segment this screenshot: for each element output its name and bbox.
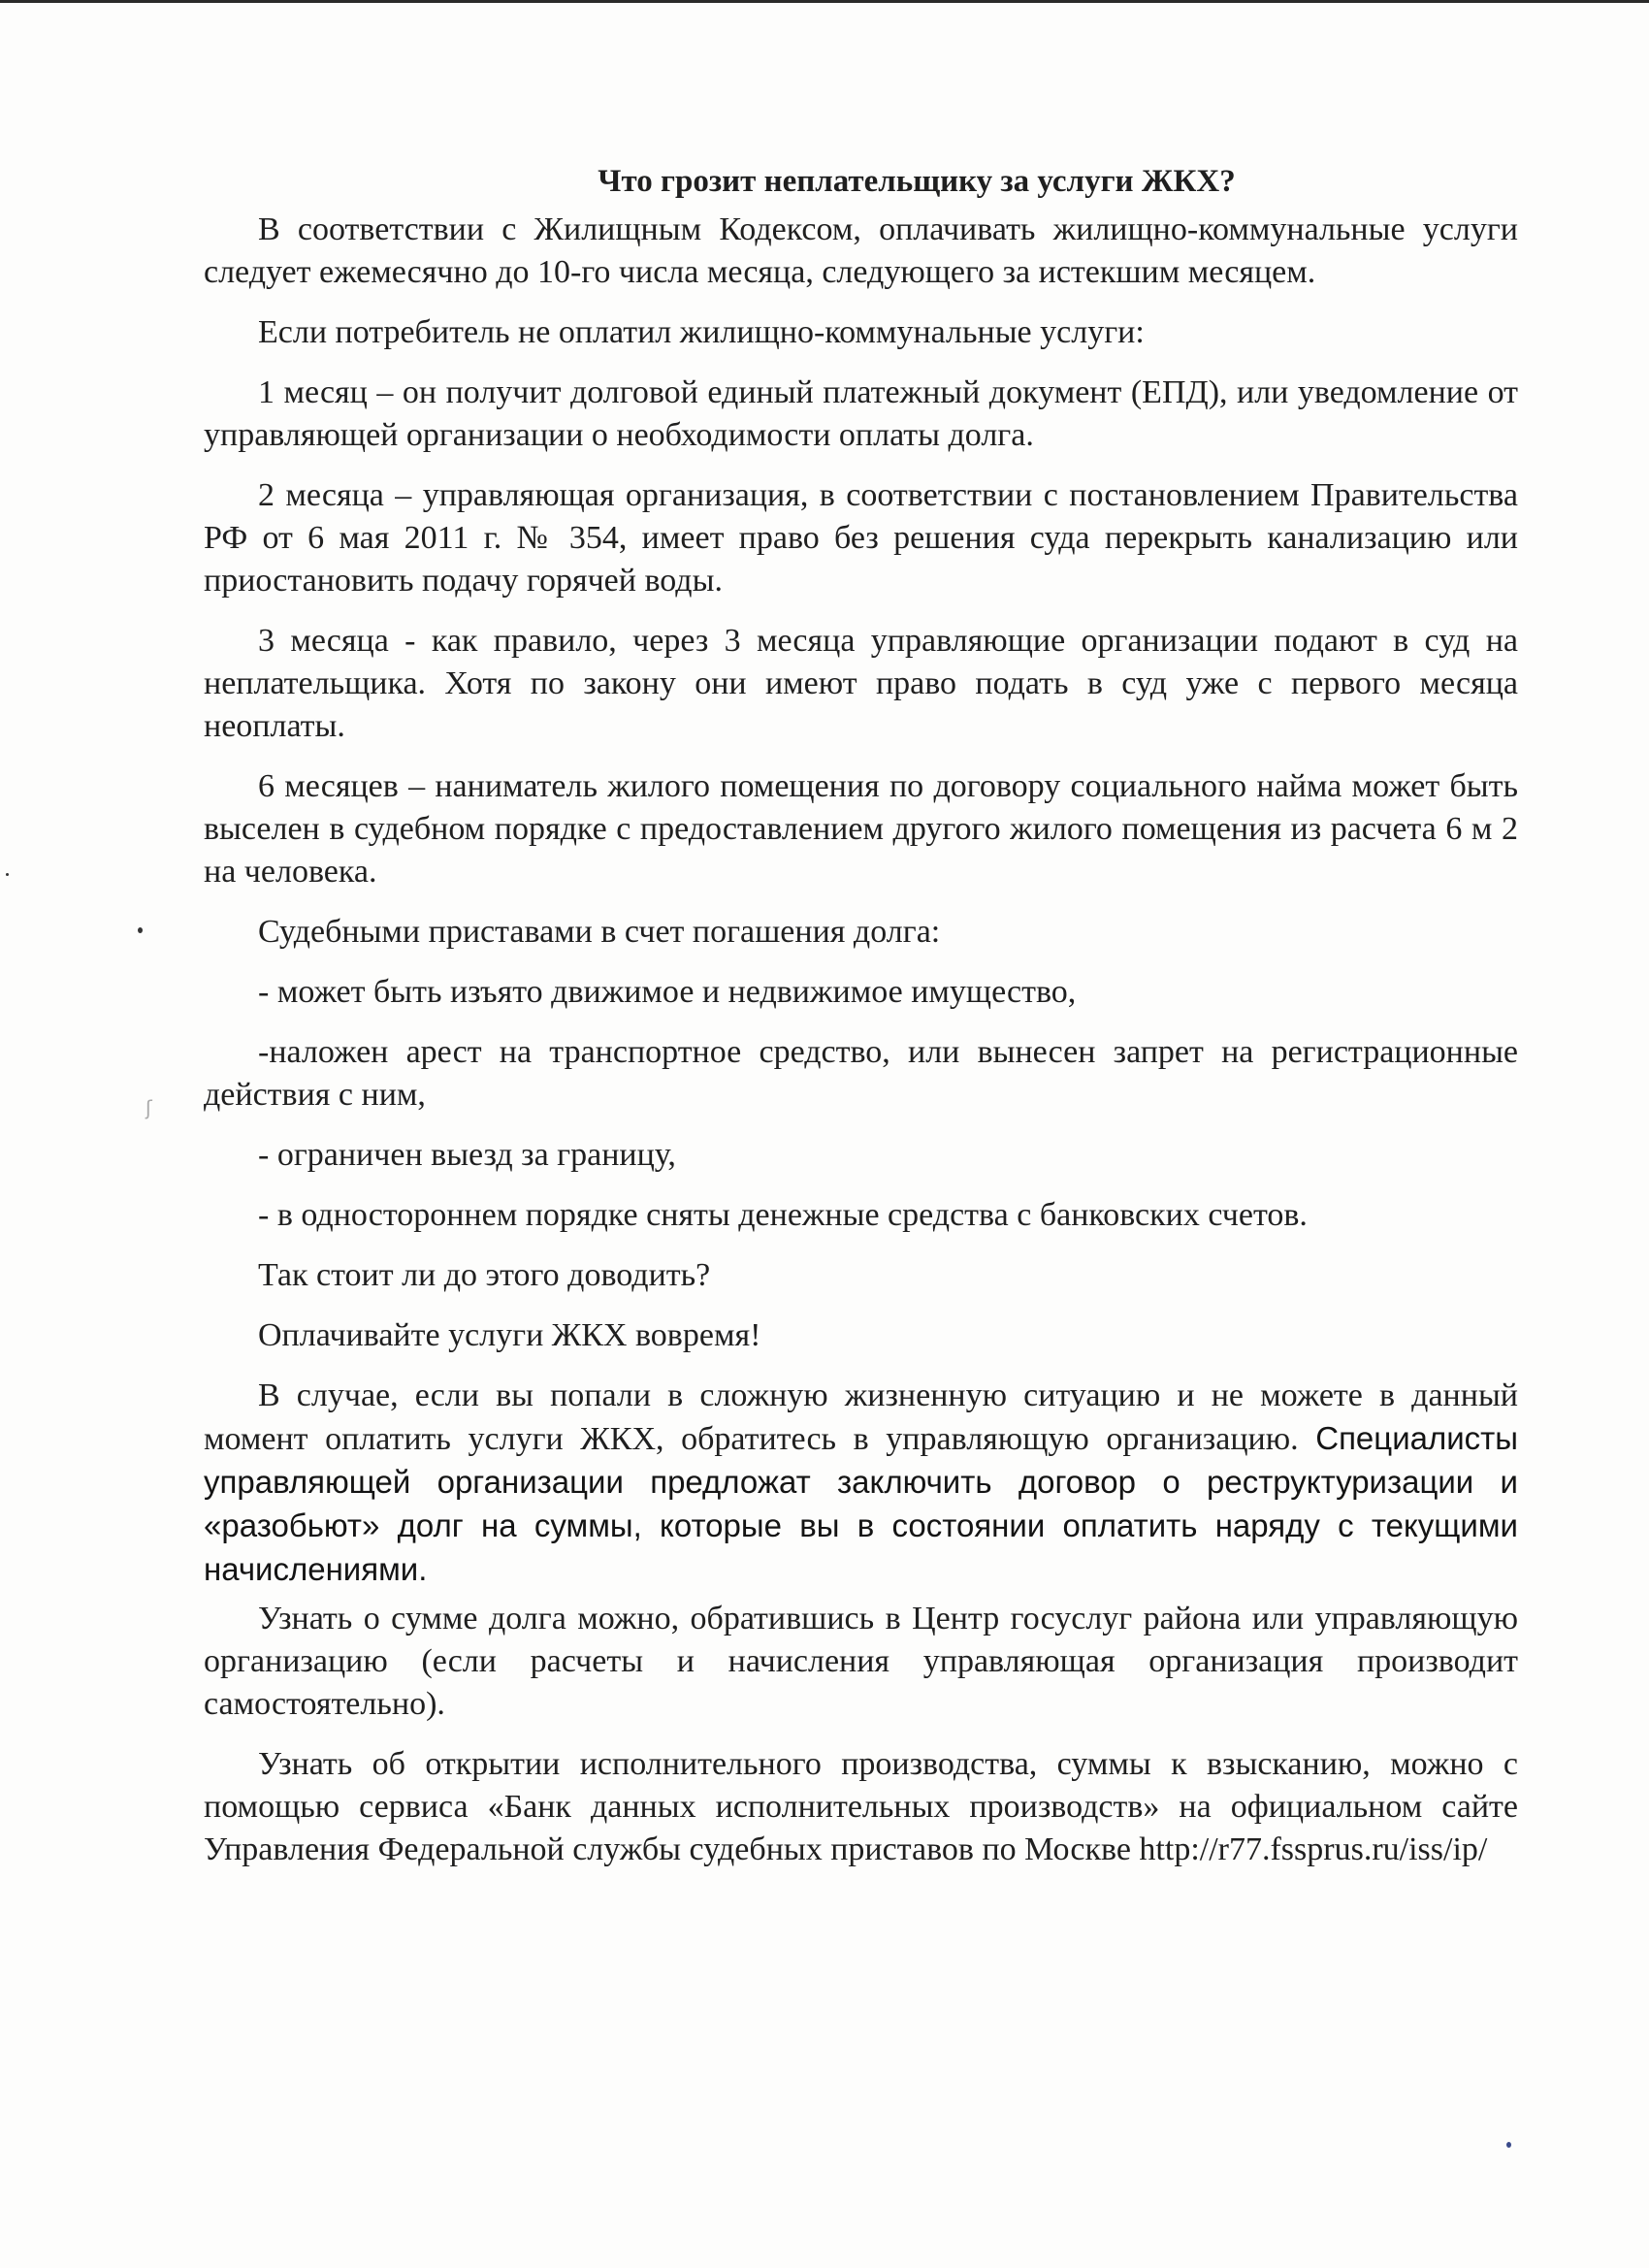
- paragraph-1-month: 1 месяц – он получит долговой единый платежный документ (ЕПД), или уведомление от управляющей организации о необходимости оплаты долга.: [204, 374, 1518, 453]
- situation-restructuring-text: Специалисты управляющей организации предложат заключить договор о реструктуризации и «разобьют» долг на суммы, которые вы в состоянии оплатить наряду с текущими начислениями.: [204, 1420, 1518, 1587]
- paragraph-debt-info: Узнать о сумме долга можно, обратившись в Центр госуслуг района или управляющую организацию (если расчеты и начисления управляющая организация производит самостоятельно).: [204, 1601, 1518, 1722]
- paragraph-difficult-situation: [204, 1375, 1518, 1592]
- scan-top-edge: [0, 0, 1649, 3]
- document-title: Что грозит неплательщику за услуги ЖКХ?: [598, 164, 1236, 199]
- list-item-bank-withdrawal: - в одностороннем порядке сняты денежные средства с банковских счетов.: [258, 1197, 1308, 1233]
- scan-speck: [1506, 2142, 1511, 2148]
- paragraph-enforcement-info: Узнать об открытии исполнительного производства, суммы к взысканию, можно с помощью сервиса «Банк данных исполнительных производств» на официальном сайте Управления Федеральной службы судебных приставов по Москве http://r77.fssprus.ru/iss/ip/: [204, 1746, 1518, 1867]
- paragraph-bailiffs-intro: Судебными приставами в счет погашения долга:: [258, 914, 941, 950]
- scan-speck: [6, 873, 9, 876]
- paragraph-nonpayment-intro: Если потребитель не оплатил жилищно-коммунальные услуги:: [258, 314, 1145, 350]
- document-body: [204, 160, 1518, 1889]
- paragraph-3-months: 3 месяца - как правило, через 3 месяца управляющие организации подают в суд на неплательщика. Хотя по закону они имеют право подать в суд уже с первого месяца неоплаты.: [204, 623, 1518, 744]
- situation-intro-text: В случае, если вы попали в сложную жизненную ситуацию и не можете в данный момент оплатить услуги ЖКХ, обратитесь в управляющую организацию.: [204, 1377, 1518, 1457]
- paragraph-question: Так стоит ли до этого доводить?: [258, 1257, 711, 1293]
- list-item-property-seizure: - может быть изъято движимое и недвижимое имущество,: [258, 974, 1077, 1010]
- list-item-travel-ban: - ограничен выезд за границу,: [258, 1137, 676, 1173]
- paragraph-call-to-action: Оплачивайте услуги ЖКХ вовремя!: [258, 1317, 761, 1353]
- list-item-vehicle-arrest: -наложен арест на транспортное средство, или вынесен запрет на регистрационные действия с ним,: [204, 1034, 1518, 1113]
- paragraph-payment-deadline: В соответствии с Жилищным Кодексом, оплачивать жилищно-коммунальные услуги следует ежемесячно до 10-го числа месяца, следующего за истекшим месяцем.: [204, 211, 1518, 290]
- paragraph-6-months: 6 месяцев – наниматель жилого помещения по договору социального найма может быть выселен в судебном порядке с предоставлением другого жилого помещения из расчета 6 м 2 на человека.: [204, 768, 1518, 890]
- paragraph-2-months: 2 месяца – управляющая организация, в соответствии с постановлением Правительства РФ от 6 мая 2011 г. № 354, имеет право без решения суда перекрыть канализацию или приостановить подачу горячей воды.: [204, 477, 1518, 599]
- scan-speck: [138, 927, 143, 933]
- scan-smudge: ʃ: [146, 1096, 152, 1119]
